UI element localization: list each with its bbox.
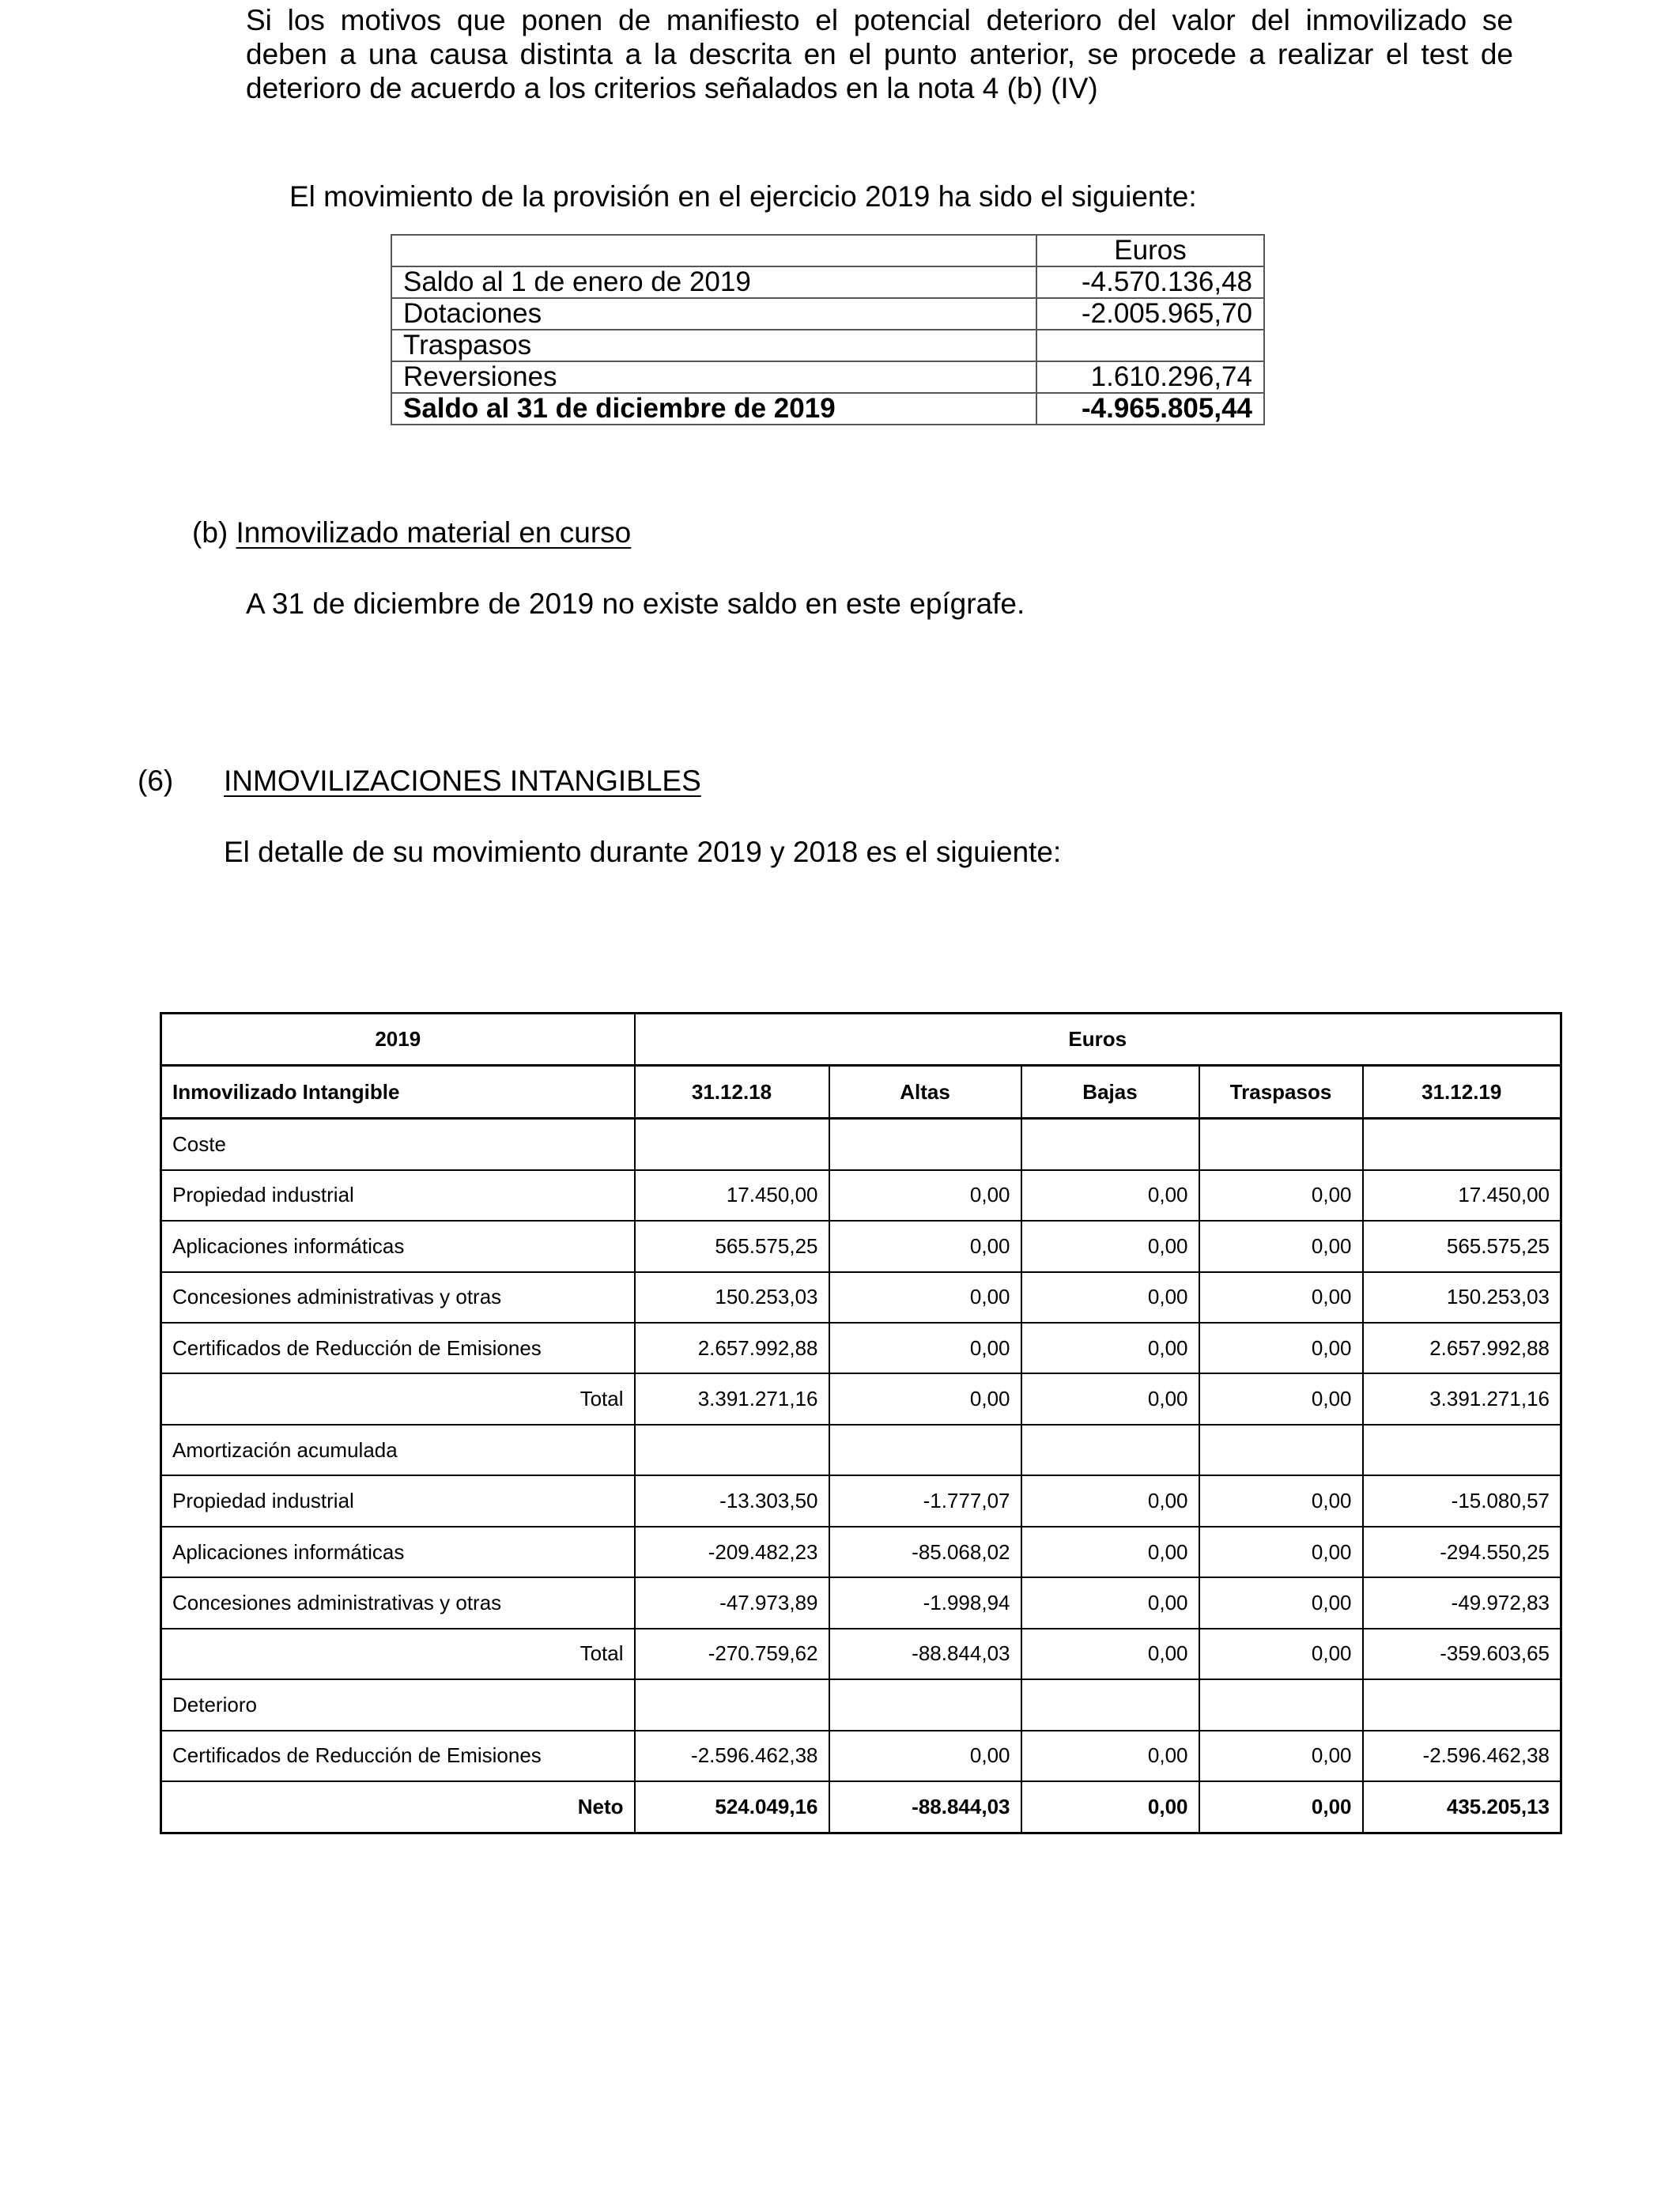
row-value: -270.759,62 bbox=[635, 1629, 829, 1679]
row-value: -209.482,23 bbox=[635, 1527, 829, 1577]
row-value: 0,00 bbox=[1021, 1781, 1199, 1833]
provision-intro: El movimiento de la provisión en el ejercicio 2019 ha sido el siguiente: bbox=[289, 180, 1197, 213]
provision-row bbox=[391, 266, 1264, 298]
row-value: 2.657.992,88 bbox=[1363, 1323, 1561, 1373]
table-row bbox=[161, 1170, 1561, 1221]
table-row bbox=[161, 1475, 1561, 1526]
section-b-text: A 31 de diciembre de 2019 no existe saldo en este epígrafe. bbox=[246, 587, 1025, 620]
row-value: 0,00 bbox=[1021, 1373, 1199, 1424]
row-value: 0,00 bbox=[1199, 1221, 1363, 1271]
table-row bbox=[161, 1118, 1561, 1169]
row-value bbox=[829, 1679, 1021, 1730]
row-label: Certificados de Reducción de Emisiones bbox=[161, 1323, 635, 1373]
row-value bbox=[1363, 1118, 1561, 1169]
table-net-row bbox=[161, 1781, 1561, 1833]
row-value bbox=[1363, 1425, 1561, 1475]
row-value: -294.550,25 bbox=[1363, 1527, 1561, 1577]
provision-table bbox=[391, 234, 1265, 425]
provision-label: Reversiones bbox=[391, 361, 1036, 393]
row-value: 0,00 bbox=[829, 1272, 1021, 1323]
row-value: 0,00 bbox=[1021, 1577, 1199, 1628]
row-value: 150.253,03 bbox=[635, 1272, 829, 1323]
table-row bbox=[161, 1731, 1561, 1781]
row-value: -2.596.462,38 bbox=[635, 1731, 829, 1781]
row-value: -47.973,89 bbox=[635, 1577, 829, 1628]
row-value: 0,00 bbox=[829, 1373, 1021, 1424]
provision-row bbox=[391, 330, 1264, 361]
provision-row bbox=[391, 298, 1264, 330]
paragraph-line: deterioro de acuerdo a los criterios señalados en la nota 4 (b) (IV) bbox=[246, 72, 1098, 104]
row-value: 0,00 bbox=[1021, 1170, 1199, 1221]
provision-value: -4.570.136,48 bbox=[1036, 266, 1264, 298]
provision-value: -4.965.805,44 bbox=[1036, 393, 1264, 425]
provision-label: Saldo al 1 de enero de 2019 bbox=[391, 266, 1036, 298]
row-value bbox=[635, 1118, 829, 1169]
row-label: Neto bbox=[161, 1781, 635, 1833]
provision-total-row bbox=[391, 393, 1264, 425]
row-value: -13.303,50 bbox=[635, 1475, 829, 1526]
row-value: 0,00 bbox=[1199, 1323, 1363, 1373]
row-label: Coste bbox=[161, 1118, 635, 1169]
provision-label: Dotaciones bbox=[391, 298, 1036, 330]
table-row bbox=[161, 1221, 1561, 1271]
provision-header-empty bbox=[391, 235, 1036, 266]
row-label: Aplicaciones informáticas bbox=[161, 1221, 635, 1271]
table-total-row bbox=[161, 1373, 1561, 1424]
row-label: Total bbox=[161, 1373, 635, 1424]
row-label: Certificados de Reducción de Emisiones bbox=[161, 1731, 635, 1781]
row-value bbox=[1199, 1118, 1363, 1169]
column-header-altas: Altas bbox=[829, 1066, 1021, 1118]
row-value bbox=[635, 1425, 829, 1475]
row-value: -88.844,03 bbox=[829, 1781, 1021, 1833]
row-label: Aplicaciones informáticas bbox=[161, 1527, 635, 1577]
row-value: 0,00 bbox=[829, 1170, 1021, 1221]
section-6-title: INMOVILIZACIONES INTANGIBLES bbox=[224, 765, 701, 797]
row-value: -88.844,03 bbox=[829, 1629, 1021, 1679]
table-currency: Euros bbox=[635, 1014, 1561, 1066]
row-value: 2.657.992,88 bbox=[635, 1323, 829, 1373]
row-value bbox=[829, 1118, 1021, 1169]
table-columns-row bbox=[161, 1066, 1561, 1118]
column-header-concept: Inmovilizado Intangible bbox=[161, 1066, 635, 1118]
row-value: 0,00 bbox=[1021, 1629, 1199, 1679]
row-value: -2.596.462,38 bbox=[1363, 1731, 1561, 1781]
row-label: Concesiones administrativas y otras bbox=[161, 1272, 635, 1323]
row-value: 0,00 bbox=[1021, 1323, 1199, 1373]
row-value: -15.080,57 bbox=[1363, 1475, 1561, 1526]
table-row bbox=[161, 1577, 1561, 1628]
row-value: 0,00 bbox=[1021, 1221, 1199, 1271]
row-label: Propiedad industrial bbox=[161, 1170, 635, 1221]
table-row bbox=[161, 1323, 1561, 1373]
row-value: 0,00 bbox=[829, 1323, 1021, 1373]
row-value bbox=[1199, 1679, 1363, 1730]
row-value: 0,00 bbox=[1199, 1475, 1363, 1526]
section-6-number: (6) bbox=[138, 765, 174, 797]
table-row bbox=[161, 1527, 1561, 1577]
section-b-number: (b) bbox=[192, 516, 228, 549]
table-row bbox=[161, 1272, 1561, 1323]
row-value: 0,00 bbox=[1199, 1272, 1363, 1323]
table-total-row bbox=[161, 1629, 1561, 1679]
row-value: 0,00 bbox=[1021, 1475, 1199, 1526]
row-value bbox=[1021, 1425, 1199, 1475]
row-value bbox=[1363, 1679, 1561, 1730]
row-value: 0,00 bbox=[1021, 1272, 1199, 1323]
section-b-heading bbox=[192, 515, 631, 549]
row-label: Total bbox=[161, 1629, 635, 1679]
table-header-row bbox=[161, 1014, 1561, 1066]
table-year: 2019 bbox=[161, 1014, 635, 1066]
row-value: 0,00 bbox=[829, 1221, 1021, 1271]
provision-label: Saldo al 31 de diciembre de 2019 bbox=[391, 393, 1036, 425]
row-value: 0,00 bbox=[1199, 1731, 1363, 1781]
row-label: Amortización acumulada bbox=[161, 1425, 635, 1475]
provision-label: Traspasos bbox=[391, 330, 1036, 361]
intangible-assets-table bbox=[160, 1012, 1562, 1834]
paragraph-line: deben a una causa distinta a la descrita en el punto anterior, se procede a realizar el test de bbox=[246, 38, 1513, 70]
row-value: -85.068,02 bbox=[829, 1527, 1021, 1577]
row-value bbox=[1021, 1679, 1199, 1730]
row-value: 0,00 bbox=[1199, 1577, 1363, 1628]
row-label: Deterioro bbox=[161, 1679, 635, 1730]
row-value: 17.450,00 bbox=[1363, 1170, 1561, 1221]
table-row bbox=[161, 1679, 1561, 1730]
provision-value: 1.610.296,74 bbox=[1036, 361, 1264, 393]
section-6-intro: El detalle de su movimiento durante 2019 y 2018 es el siguiente: bbox=[224, 836, 1062, 868]
section-b-title: Inmovilizado material en curso bbox=[236, 516, 632, 549]
paragraph-line: Si los motivos que ponen de manifiesto el potencial deterioro del valor del inmovilizado se bbox=[246, 4, 1513, 36]
row-value: 0,00 bbox=[1199, 1527, 1363, 1577]
paragraph-deterioro bbox=[246, 3, 1513, 105]
row-value: -1.777,07 bbox=[829, 1475, 1021, 1526]
column-header-closing: 31.12.19 bbox=[1363, 1066, 1561, 1118]
row-value bbox=[635, 1679, 829, 1730]
column-header-opening: 31.12.18 bbox=[635, 1066, 829, 1118]
row-value: 0,00 bbox=[1021, 1527, 1199, 1577]
row-value: 0,00 bbox=[1199, 1629, 1363, 1679]
provision-header-row bbox=[391, 235, 1264, 266]
table-row bbox=[161, 1425, 1561, 1475]
column-header-traspasos: Traspasos bbox=[1199, 1066, 1363, 1118]
row-value: 524.049,16 bbox=[635, 1781, 829, 1833]
row-value: -1.998,94 bbox=[829, 1577, 1021, 1628]
row-value: 0,00 bbox=[829, 1731, 1021, 1781]
row-value: 3.391.271,16 bbox=[635, 1373, 829, 1424]
column-header-bajas: Bajas bbox=[1021, 1066, 1199, 1118]
row-value: -49.972,83 bbox=[1363, 1577, 1561, 1628]
provision-value: -2.005.965,70 bbox=[1036, 298, 1264, 330]
row-value: 3.391.271,16 bbox=[1363, 1373, 1561, 1424]
row-value: 565.575,25 bbox=[1363, 1221, 1561, 1271]
row-value: 0,00 bbox=[1199, 1373, 1363, 1424]
provision-row bbox=[391, 361, 1264, 393]
row-value: 565.575,25 bbox=[635, 1221, 829, 1271]
row-value: 0,00 bbox=[1199, 1781, 1363, 1833]
row-value bbox=[1021, 1118, 1199, 1169]
row-value: 17.450,00 bbox=[635, 1170, 829, 1221]
row-value: 0,00 bbox=[1199, 1170, 1363, 1221]
row-label: Propiedad industrial bbox=[161, 1475, 635, 1526]
row-value bbox=[1199, 1425, 1363, 1475]
row-label: Concesiones administrativas y otras bbox=[161, 1577, 635, 1628]
provision-header-euros: Euros bbox=[1036, 235, 1264, 266]
row-value: -359.603,65 bbox=[1363, 1629, 1561, 1679]
row-value: 435.205,13 bbox=[1363, 1781, 1561, 1833]
provision-value bbox=[1036, 330, 1264, 361]
row-value: 150.253,03 bbox=[1363, 1272, 1561, 1323]
row-value bbox=[829, 1425, 1021, 1475]
row-value: 0,00 bbox=[1021, 1731, 1199, 1781]
